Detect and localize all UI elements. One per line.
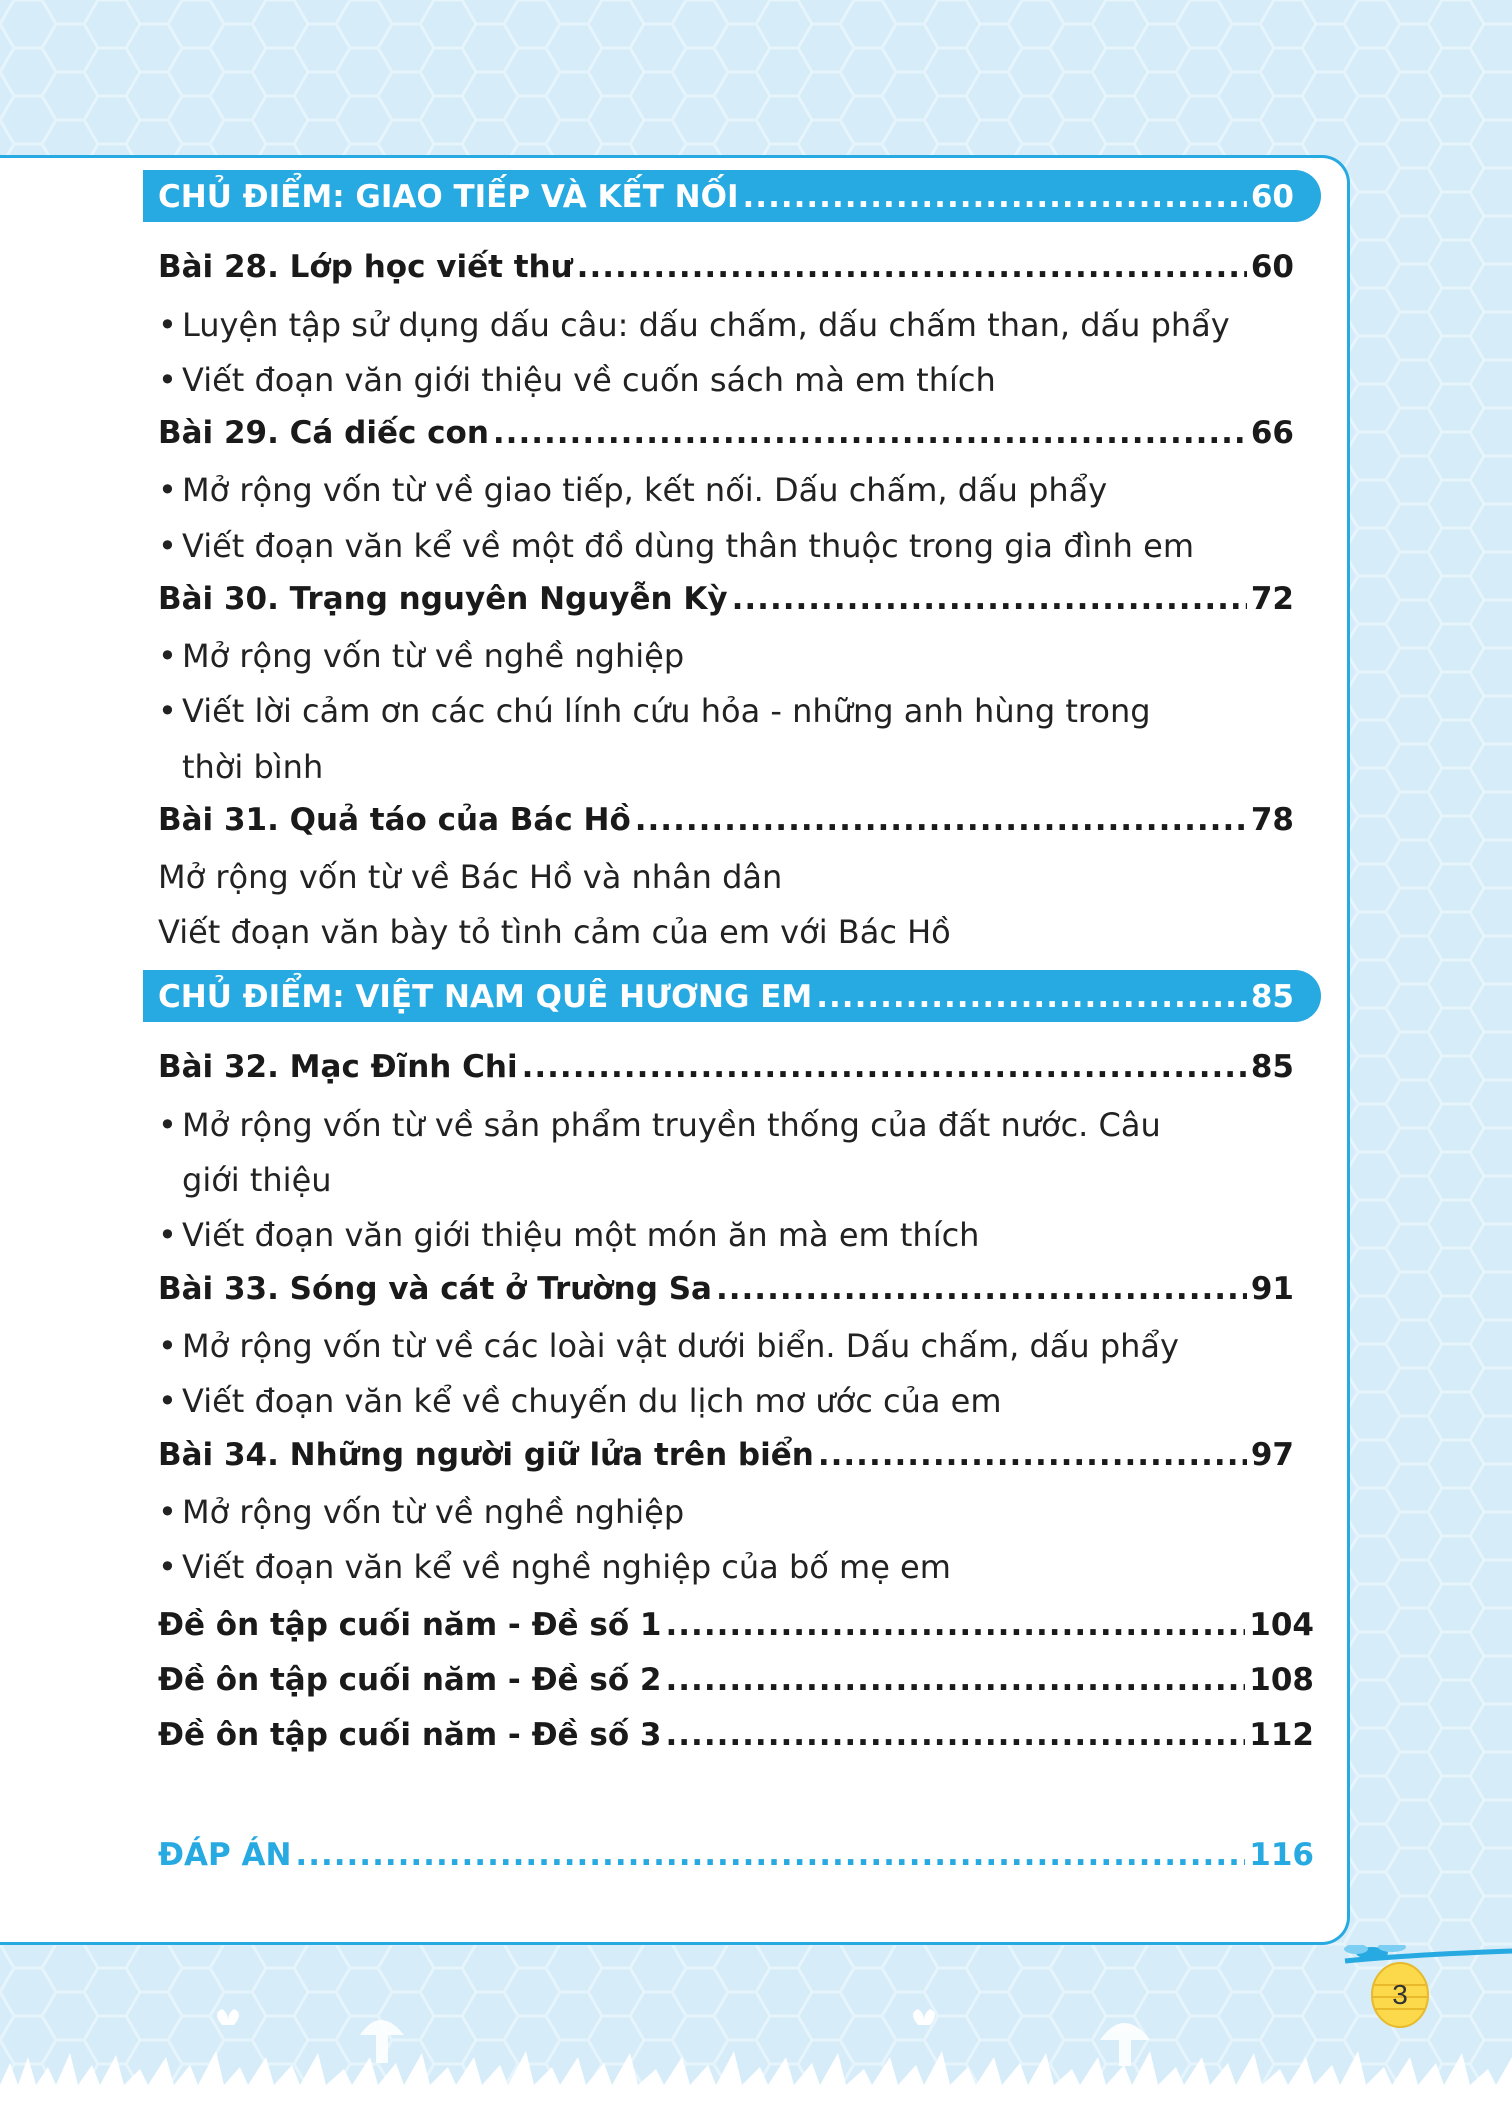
toc-lesson-32[interactable] xyxy=(158,1045,1294,1089)
lesson-item: • Luyện tập sử dụng dấu câu: dấu chấm, dấu chấm than, dấu phẩy xyxy=(182,301,1230,349)
toc-theme-2[interactable] xyxy=(158,975,1294,1019)
lesson-page: 97 xyxy=(1250,1437,1294,1473)
review-page: 112 xyxy=(1249,1717,1314,1753)
mushroom-icon xyxy=(1100,2023,1150,2066)
lesson-item: Mở rộng vốn từ về Bác Hồ và nhân dân xyxy=(158,858,783,896)
lesson-title: Bài 31. Quả táo của Bác Hồ xyxy=(158,802,631,838)
lesson-item: • Viết đoạn văn kể về chuyến du lịch mơ ước của em xyxy=(182,1377,1002,1425)
toc-review-1[interactable] xyxy=(158,1603,1314,1647)
theme-page: 60 xyxy=(1250,179,1294,215)
review-title: Đề ôn tập cuối năm - Đề số 3 xyxy=(158,1717,662,1753)
toc-lesson-34[interactable] xyxy=(158,1433,1294,1477)
leader-dots xyxy=(716,1267,1247,1311)
leader-dots xyxy=(665,1658,1245,1702)
lesson-page: 66 xyxy=(1250,415,1294,451)
leader-dots xyxy=(522,1045,1247,1089)
lesson-item: • Mở rộng vốn từ về sản phẩm truyền thống của đất nước. Câu xyxy=(182,1101,1161,1149)
toc-answers[interactable] xyxy=(158,1833,1314,1877)
butterfly-icon xyxy=(217,2009,239,2025)
leader-dots xyxy=(816,975,1247,1019)
lesson-item: • Viết lời cảm ơn các chú lính cứu hỏa - những anh hùng trong xyxy=(182,687,1151,735)
lesson-title: Bài 30. Trạng nguyên Nguyễn Kỳ xyxy=(158,581,728,617)
lesson-page: 60 xyxy=(1250,249,1294,285)
footer-decoration xyxy=(0,1945,1512,2119)
toc-lesson-33[interactable] xyxy=(158,1267,1294,1311)
leader-dots xyxy=(665,1603,1245,1647)
lesson-item: • Mở rộng vốn từ về nghề nghiệp xyxy=(182,1488,684,1536)
leader-dots xyxy=(732,577,1247,621)
theme-title: CHỦ ĐIỂM: VIỆT NAM QUÊ HƯƠNG EM xyxy=(158,979,813,1015)
lesson-title: Bài 33. Sóng và cát ở Trường Sa xyxy=(158,1271,712,1307)
lesson-title: Bài 29. Cá diếc con xyxy=(158,415,489,451)
lesson-item: • Mở rộng vốn từ về các loài vật dưới biển. Dấu chấm, dấu phẩy xyxy=(182,1322,1179,1370)
lesson-item: • Mở rộng vốn từ về nghề nghiệp xyxy=(182,632,684,680)
toc-theme-1[interactable] xyxy=(158,175,1294,219)
lesson-title: Bài 28. Lớp học viết thư xyxy=(158,249,573,285)
toc-lesson-31[interactable] xyxy=(158,798,1294,842)
toc-review-3[interactable] xyxy=(158,1713,1314,1757)
review-title: Đề ôn tập cuối năm - Đề số 1 xyxy=(158,1607,662,1643)
lesson-item: • Viết đoạn văn kể về nghề nghiệp của bố mẹ em xyxy=(182,1543,951,1591)
lesson-item: • Viết đoạn văn giới thiệu một món ăn mà em thích xyxy=(182,1211,979,1259)
toc-review-2[interactable] xyxy=(158,1658,1314,1702)
leader-dots xyxy=(295,1833,1245,1877)
review-page: 104 xyxy=(1249,1607,1314,1643)
leader-dots xyxy=(743,175,1247,219)
grass-icon xyxy=(0,2051,1512,2119)
theme-title: CHỦ ĐIỂM: GIAO TIẾP VÀ KẾT NỐI xyxy=(158,179,739,215)
leader-dots xyxy=(665,1713,1245,1757)
lesson-title: Bài 32. Mạc Đĩnh Chi xyxy=(158,1049,518,1085)
answers-title: ĐÁP ÁN xyxy=(158,1837,292,1873)
lesson-item: • Viết đoạn văn giới thiệu về cuốn sách mà em thích xyxy=(182,356,996,404)
lesson-page: 85 xyxy=(1250,1049,1294,1085)
lesson-item: • Viết đoạn văn kể về một đồ dùng thân thuộc trong gia đình em xyxy=(182,522,1194,570)
review-title: Đề ôn tập cuối năm - Đề số 2 xyxy=(158,1662,662,1698)
lesson-item: • Mở rộng vốn từ về giao tiếp, kết nối. Dấu chấm, dấu phẩy xyxy=(182,466,1107,514)
leader-dots xyxy=(635,798,1247,842)
toc-lesson-29[interactable] xyxy=(158,411,1294,455)
lesson-page: 72 xyxy=(1250,581,1294,617)
lesson-item-continued: giới thiệu xyxy=(182,1161,332,1199)
leader-dots xyxy=(493,411,1247,455)
toc-lesson-30[interactable] xyxy=(158,577,1294,621)
theme-page: 85 xyxy=(1250,979,1294,1015)
lesson-item: Viết đoạn văn bày tỏ tình cảm của em với Bác Hồ xyxy=(158,913,951,951)
lesson-title: Bài 34. Những người giữ lửa trên biển xyxy=(158,1437,814,1473)
lesson-page: 91 xyxy=(1250,1271,1294,1307)
leader-dots xyxy=(818,1433,1247,1477)
butterfly-icon xyxy=(913,2009,935,2025)
lesson-page: 78 xyxy=(1250,802,1294,838)
toc-lesson-28[interactable] xyxy=(158,245,1294,289)
review-page: 108 xyxy=(1249,1662,1314,1698)
branch-icon xyxy=(1344,1945,1512,1961)
leader-dots xyxy=(577,245,1247,289)
page-number: 3 xyxy=(1392,1979,1408,2010)
mushroom-icon xyxy=(360,2020,404,2063)
lesson-item-continued: thời bình xyxy=(182,748,324,786)
answers-page: 116 xyxy=(1249,1837,1314,1873)
